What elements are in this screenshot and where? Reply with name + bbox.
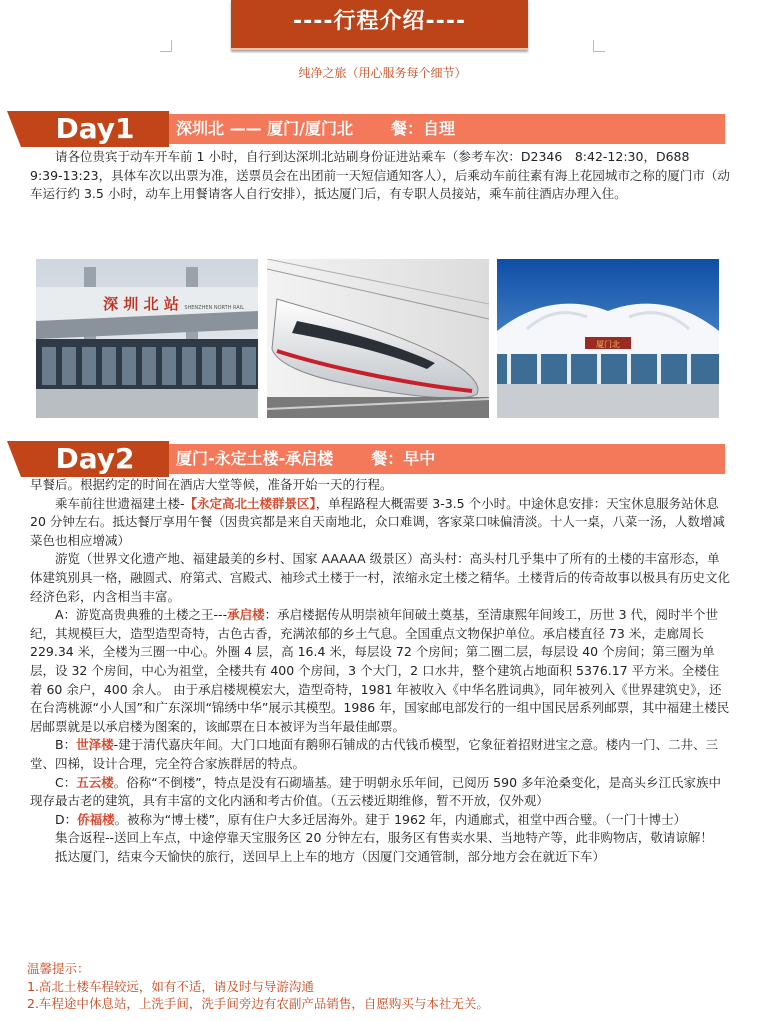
- wuyun-highlight: 五云楼: [76, 774, 114, 790]
- day2-shize-building: B：世泽楼-建于清代嘉庆年间。大门口地面有鹅卵石铺成的古代钱币模型，它象征着招财进宝之意。楼内一门、二井、三堂、四梯，设计合理，完全符合家族群居的特点。: [30, 737, 719, 771]
- day2-meals: 餐：早中: [371, 449, 436, 468]
- tagline: 纯净之旅（用心服务每个细节）: [298, 66, 467, 80]
- scenic-area-highlight: 【永定高北土楼群景区】: [184, 495, 316, 511]
- day2-bar: [20, 444, 725, 474]
- day1-bar: [20, 114, 725, 144]
- day2-wuyun-building: C：五云楼。俗称“不倒楼”，特点是没有石砌墙基。建于明朝永乐年间，已阅历 590 多年沧桑变化，是高头乡江氏家族中现存最古老的建筑，具有丰富的文化内涵和考古价值。（五云楼近期维修，暂不开放，仅外观）: [30, 774, 722, 809]
- day2-gaotou-village: 游览（世界文化遗产地、福建最美的乡村、国家 AAAAA 级景区）高头村：高头村几乎集中了所有的土楼的丰富形态，单体建筑别具一格，融圆式、府第式、宫殿式、袖珍式土楼于一村，浓缩永定土楼之精华。土楼背后的传奇故事以极具有历史文化经济色彩，内含相当丰富。: [30, 551, 731, 604]
- day2-label: Day2: [21, 441, 169, 477]
- high-speed-train-photo: [267, 259, 489, 418]
- corner-mark-right: [593, 40, 605, 52]
- station-sign-text: 深 圳 北 站: [103, 295, 179, 313]
- day2-route-line: [176, 444, 435, 474]
- day1-route-line: [176, 114, 455, 144]
- shize-highlight: 世泽楼: [76, 737, 114, 753]
- warm-tip-item: 1.高北土楼车程较远，如有不适，请及时与导游沟通: [27, 978, 314, 994]
- warm-tip-item: 2.车程途中休息站，上洗手间，洗手间旁边有农副产品销售，自愿购买与本社无关。: [27, 996, 489, 1012]
- day1-route: 深圳北 —— 厦门/厦门北: [176, 119, 353, 138]
- day2-description: [30, 476, 730, 866]
- warm-tips: [27, 960, 489, 1013]
- day2-chengqi-building: A：游览高贵典雅的土楼之王---承启楼：承启楼据传从明崇祯年间破土奠基，至清康熙年间竣工，历世 3 代，阅时半个世纪，其规模巨大，造型造型奇特，古色古香，充满浓郁的乡土气息。全国重点文物保护单位。承启楼直径 73 米，走廊周长 229.34 米，全楼为三圈一中心。外圈 4 层，高 16.4 米，每层设 72 个房间；第二圈二层，每层设 40 个房间；第三圈为单层，设 32 个房间，中心为祖堂，全楼共有 400 个房间，3 个大门，2 口水井，整个建筑占地面积 5376.17 平方米。全楼住着 60 余户，400 余人。 由于承启楼规模宏大，造型奇特，1981 年被收入《中华名胜词典》，同年被列入《世界建筑史》，还在台湾桃源“小人国”和广东深圳“锦绣中华”展示其模型。1986 年，国家邮电部发行的一组中国民居系列邮票，其中福建土楼民居邮票就是以承启楼为图案的，该邮票在日本被评为当年最佳邮票。: [30, 607, 730, 734]
- day1-text: 请各位贵宾于动车开车前 1 小时，自行到达深圳北站刷身份证进站乘车（参考车次：D2346 8:42-12:30，D688 9:39-13:23，具体车次以出票为准，送票员会在出团前一天短信通知客人），后乘动车前往素有海上花园城市之称的厦门市（动车运行约 3.5 小时，动车上用餐请客人自行安排），抵达厦门后，有专职人员接站，乘车前往酒店办理入住。: [30, 149, 730, 202]
- chengqi-highlight: 承启楼: [227, 607, 265, 623]
- day2-qiaofu-building: D：侨福楼。被称为“博士楼”，原有住户大多迁居海外。建于 1962 年，内通廊式，祖堂中西合璧。（一门十博士）: [55, 811, 687, 827]
- day1-meals: 餐：自理: [391, 119, 456, 138]
- shenzhen-north-station-photo: [36, 259, 258, 418]
- day1-description: [30, 148, 730, 204]
- warm-tips-title: 温馨提示：: [27, 961, 90, 976]
- corner-mark-left: [160, 40, 172, 52]
- day2-arrival: 抵达厦门，结束今天愉快的旅行，送回早上上车的地方（因厦门交通管制，部分地方会在就近下车）: [55, 848, 606, 864]
- day2-route: 厦门-永定土楼-承启楼: [176, 449, 334, 468]
- day2-transfer: 乘车前往世遗福建土楼-【永定高北土楼群景区】，单程路程大概需要 3-3.5 个小时。中途休息安排：天宝休息服务站休息 20 分钟左右。抵达餐厅享用午餐（因贵宾都是来自天南地北，众口难调，客家菜口味偏清淡。十人一桌，八菜一汤，人数增减菜色也相应增减）: [30, 495, 725, 548]
- day1-label: Day1: [21, 111, 169, 147]
- station-sign-subtext: SHENZHEN NORTH RAIL: [184, 305, 244, 311]
- day2-breakfast: 早餐后。根据约定的时间在酒店大堂等候，准备开始一天的行程。: [30, 477, 393, 492]
- qiaofu-highlight: 侨福楼: [77, 811, 115, 827]
- xiamen-station-sign: 厦门北: [596, 340, 620, 349]
- xiamen-north-station-photo: [497, 259, 719, 418]
- day2-return-trip: 集合返程--送回上车点，中途停靠天宝服务区 20 分钟左右，服务区有售卖水果、当地特产等，此非购物店，敬请谅解！: [55, 830, 713, 846]
- itinerary-title: ----行程介绍----: [231, 0, 528, 50]
